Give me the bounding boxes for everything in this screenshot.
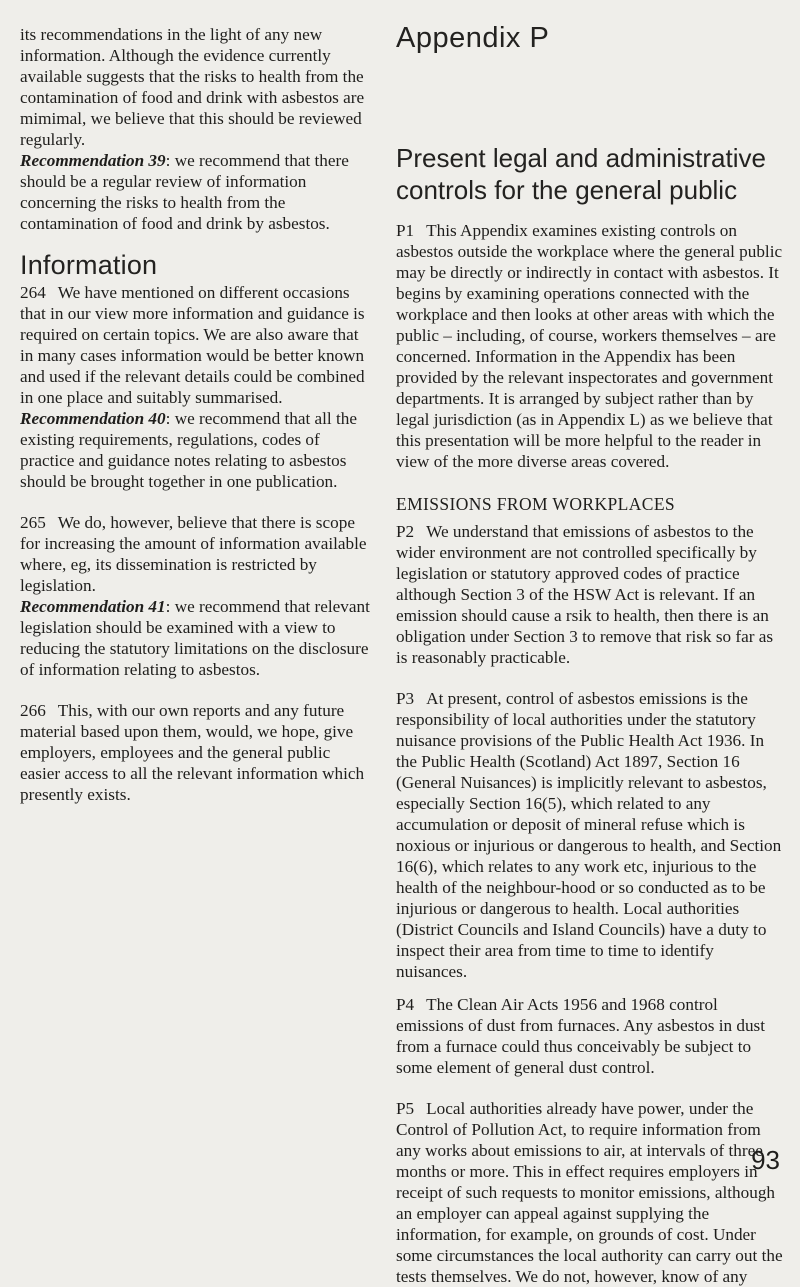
paragraph-number: 265 — [20, 513, 46, 532]
section-heading-information: Information — [20, 250, 158, 280]
paragraph-text: We understand that emissions of asbestos to the wider environment are not controlled specifically by legislation or statutory approved codes of practice although Section 3 of the HSW Act is relevant. If an emission should cause a rsik to health, then there is an obligation under Section 3 to remove that risk so far as is reasonably practicable. — [396, 522, 774, 667]
rec-text: : we recommend that there should be a regular review of information concerning the risks to health from the contamination of food and drink by asbestos. — [20, 151, 349, 233]
paragraph-264 — [20, 282, 372, 408]
page-number: 93 — [751, 1145, 780, 1175]
paragraph-number: P3 — [396, 689, 415, 708]
paragraph-265 — [20, 512, 372, 596]
recommendation-41 — [20, 596, 372, 680]
section-heading-emissions: EMISSIONS FROM WORKPLACES — [396, 494, 676, 514]
paragraph-text: We have mentioned on different occasions that in our view more information and guidance is required on certain topics. We are also aware that in many cases information would be better known and used if the relevant details could be combined in one place and suitably summarised. — [20, 283, 365, 407]
continuation-paragraph: its recommendations in the light of any new information. Although the evidence currently available suggests that the risks to health from the contamination of food and drink with asbestos are mimimal, we believe that this should be reviewed regularly. — [20, 25, 365, 149]
paragraph-text: We do, however, believe that there is scope for increasing the amount of information available where, eg, its dissemination is restricted by legislation. — [20, 513, 367, 595]
paragraph-p4 — [396, 994, 784, 1078]
paragraph-266 — [20, 700, 372, 805]
recommendation-39 — [20, 150, 372, 234]
paragraph-number: P4 — [396, 995, 415, 1014]
paragraph-number: 266 — [20, 701, 46, 720]
rec-text: : we recommend that all the existing requirements, regulations, codes of practice and guidance notes relating to asbestos should be brought together in one publication. — [20, 409, 358, 491]
paragraph-p2 — [396, 521, 784, 668]
paragraph-text: The Clean Air Acts 1956 and 1968 control emissions of dust from furnaces. Any asbestos in dust from a furnace could thus conceivably be subject to some element of general dust control. — [396, 995, 766, 1077]
paragraph-text: At present, control of asbestos emissions is the responsibility of local authorities under the statutory nuisance provisions of the Public Health Act 1936. In the Public Health (Scotland) Act 1897, Section 16 (General Nuisances) is implicitly relevant to asbestos, especially Section 16(5), which related to any accumulation or deposit of mineral refuse which is noxious or injurious or dangerous to health, and Section 16(6), which relates to any work etc, injurious to the health of the neighbour-hood or so conducted as to be injurious or dangerous to health. Local authorities (District Councils and Island Councils) have a duty to inspect their area from time to time to identify nuisances. — [396, 689, 782, 981]
left-column-lower — [20, 282, 372, 805]
paragraph-number: P1 — [396, 221, 415, 240]
rec-text: : we recommend that relevant legislation should be examined with a view to reducing the statutory limitations on the disclosure of information relating to asbestos. — [20, 597, 370, 679]
appendix-subtitle: Present legal and administrative controls for the general public — [396, 143, 766, 205]
rec-label: Recommendation 41 — [20, 597, 166, 616]
recommendation-40 — [20, 408, 372, 492]
rec-label: Recommendation 39 — [20, 151, 166, 170]
left-column — [20, 0, 372, 234]
paragraph-text: Local authorities already have power, under the Control of Pollution Act, to require information from any works about emissions to air, at intervals of three months or more. This in effect requires employers in receipt of such requests to monitor emissions, although an employer can appeal against supplying the information, for example, on grounds of cost. Under some circumstances the local authority can carry out the tests themselves. We do not, however, know of any — [396, 1099, 783, 1286]
paragraph-text: This Appendix examines existing controls on asbestos outside the workplace where the general public may be directly or indirectly in contact with asbestos. It begins by examining operations connected with the workplace and then looks at other areas with which the public – including, of course, workers themselves – are concerned. Information in the Appendix has been provided by the relevant inspectorates and government departments. It is arranged by subject rather than by legal jurisdiction (as in Appendix L) as we believe that this presentation will be more helpful to the reader in view of the more diverse areas covered. — [396, 221, 783, 471]
paragraph-number: P2 — [396, 522, 415, 541]
paragraph-p1 — [396, 220, 784, 472]
rec-label: Recommendation 40 — [20, 409, 166, 428]
right-column — [396, 220, 784, 1287]
paragraph-number: 264 — [20, 283, 46, 302]
paragraph-number: P5 — [396, 1099, 415, 1118]
appendix-heading: Appendix P — [396, 22, 550, 54]
paragraph-p3 — [396, 688, 784, 982]
paragraph-text: This, with our own reports and any future material based upon them, would, we hope, give employers, employees and the general public easier access to all the relevant information which presently exists. — [20, 701, 365, 804]
paragraph-p5 — [396, 1098, 784, 1287]
